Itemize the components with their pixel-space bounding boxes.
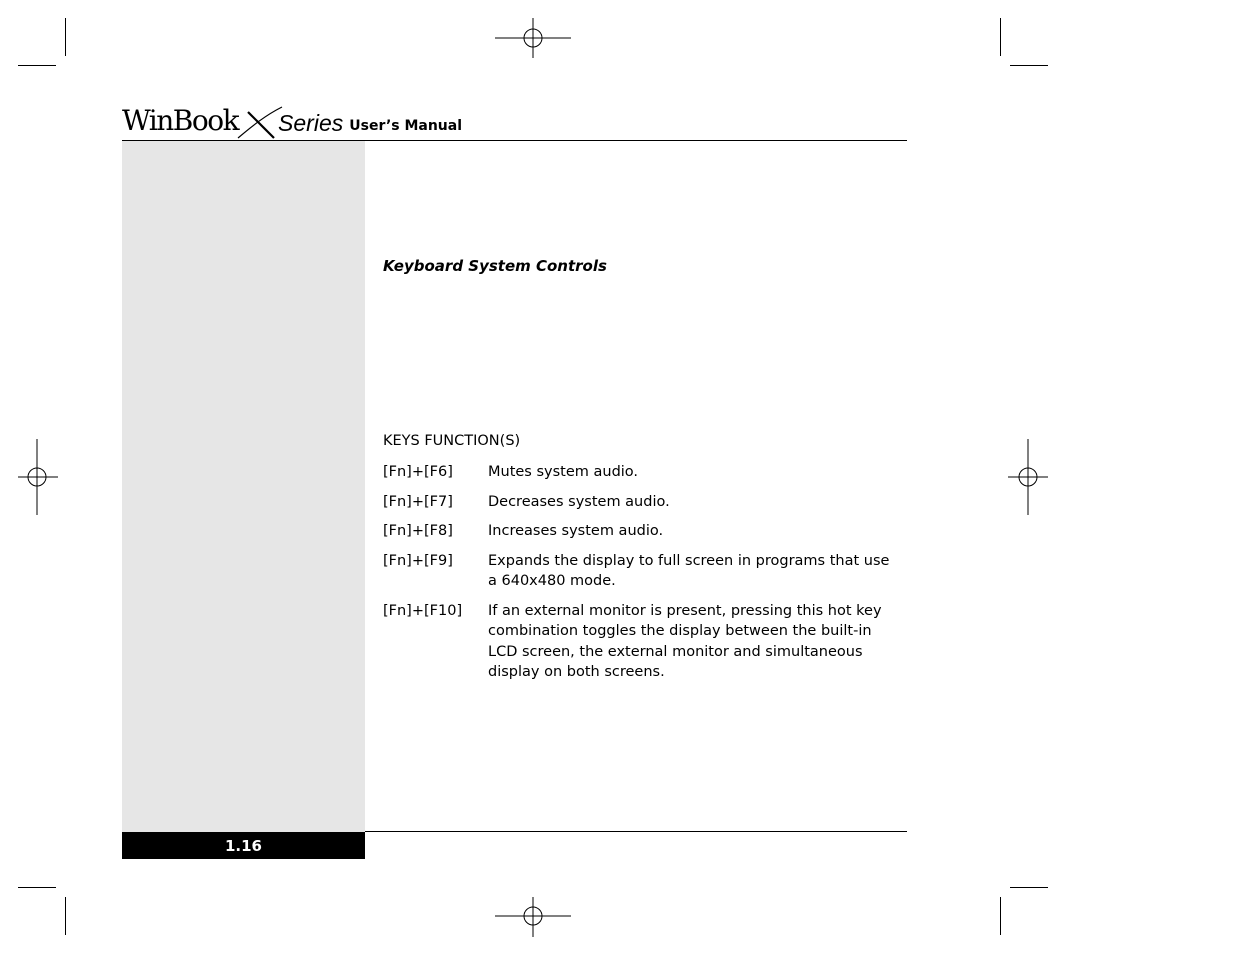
key-combination: [Fn]+[F7] — [383, 493, 453, 510]
table-row — [383, 462, 893, 483]
crop-mark-top-left-horizontal — [18, 65, 56, 66]
key-function: Decreases system audio. — [488, 493, 670, 510]
page-number: 1.16 — [224, 836, 262, 855]
crop-mark-top-right-horizontal — [1010, 65, 1048, 66]
key-function: Increases system audio. — [488, 523, 664, 539]
key-table — [383, 462, 893, 692]
header-brand — [122, 102, 462, 140]
table-header: KEYS FUNCTION(S) — [383, 433, 521, 449]
key-combination: [Fn]+[F9] — [383, 552, 453, 569]
sidebar-panel — [122, 141, 365, 832]
page-number-tab — [122, 832, 365, 859]
brand-series-text: Series — [278, 110, 344, 136]
crop-mark-bottom-right-vertical — [1000, 897, 1001, 935]
table-row — [383, 492, 893, 513]
brand-logo-text: WinBook — [122, 104, 239, 137]
key-combination: [Fn]+[F6] — [383, 464, 453, 480]
registration-mark-right-icon — [1008, 439, 1048, 515]
brand-x-logo-icon — [234, 104, 284, 140]
key-function: Expands the display to full screen in programs that use a 640x480 mode. — [488, 552, 890, 589]
crop-mark-top-right-vertical — [1000, 18, 1001, 56]
key-combination: [Fn]+[F10] — [383, 602, 463, 619]
key-combination: [Fn]+[F8] — [383, 523, 453, 539]
table-row — [383, 521, 893, 542]
registration-mark-bottom-icon — [495, 897, 571, 937]
manual-title: User’s Manual — [349, 118, 463, 134]
crop-mark-top-left-vertical — [65, 18, 66, 56]
crop-mark-bottom-right-horizontal — [1010, 887, 1048, 888]
table-row — [383, 551, 893, 592]
footer-rule — [365, 831, 907, 832]
registration-mark-top-icon — [495, 18, 571, 58]
crop-mark-bottom-left-horizontal — [18, 887, 56, 888]
crop-mark-bottom-left-vertical — [65, 897, 66, 935]
key-function: If an external monitor is present, pressing this hot key combination toggles the display between the built-in LCD screen, the external monitor and simultaneous display on both screens. — [488, 602, 882, 680]
section-title: Keyboard System Controls — [383, 257, 607, 275]
registration-mark-left-icon — [18, 439, 58, 515]
key-function: Mutes system audio. — [488, 464, 639, 480]
table-row — [383, 601, 893, 683]
